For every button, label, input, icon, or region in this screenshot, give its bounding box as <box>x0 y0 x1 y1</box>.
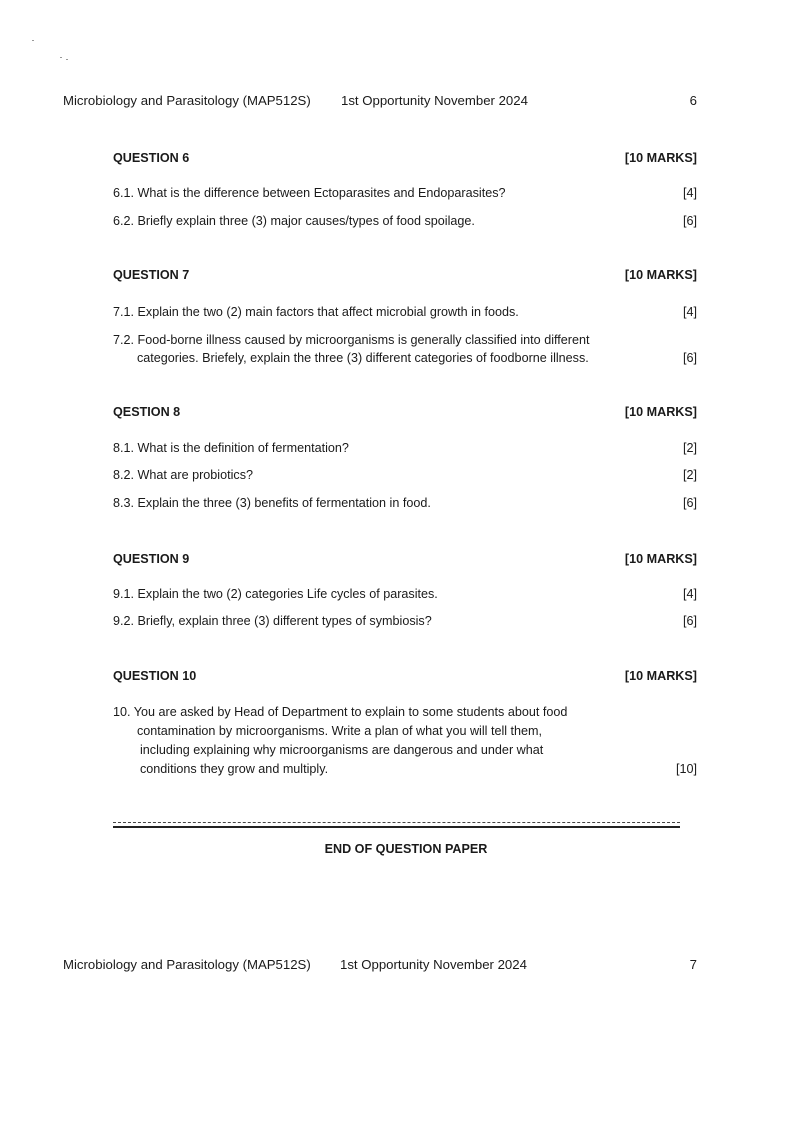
opportunity: 1st Opportunity November 2024 <box>340 957 527 972</box>
question-marks: [10 MARKS] <box>624 669 697 683</box>
question-item: 9.1. Explain the two (2) categories Life cycles of parasites. <box>113 587 438 601</box>
question-marks: [10 MARKS] <box>624 552 697 566</box>
question-item: 7.2. Food-borne illness caused by microorganisms is generally classified into different <box>113 333 590 347</box>
question-item-cont: contamination by microorganisms. Write a plan of what you will tell them, <box>137 724 543 738</box>
question-item: 8.1. What is the definition of fermentation? <box>113 441 349 455</box>
item-marks: [4] <box>682 305 697 319</box>
item-marks: [6] <box>682 614 697 628</box>
question-item: 10. You are asked by Head of Department to explain to some students about food <box>113 705 568 719</box>
question-item: 9.2. Briefly, explain three (3) different types of symbiosis? <box>113 614 432 628</box>
item-marks: [2] <box>682 468 697 482</box>
question-item: 8.2. What are probiotics? <box>113 468 254 482</box>
question-title: QUESTION 9 <box>113 552 190 566</box>
question-item: 6.1. What is the difference between Ectoparasites and Endoparasites? <box>113 186 506 200</box>
item-marks: [6] <box>682 214 697 228</box>
question-item: 7.1. Explain the two (2) main factors that affect microbial growth in foods. <box>113 305 519 319</box>
course-title: Microbiology and Parasitology (MAP512S) <box>63 93 311 108</box>
solid-divider <box>113 826 680 828</box>
opportunity: 1st Opportunity November 2024 <box>341 93 528 108</box>
question-item: 6.2. Briefly explain three (3) major causes/types of food spoilage. <box>113 214 475 228</box>
question-item-cont: categories. Briefely, explain the three (3) different categories of foodborne illness. <box>137 351 589 365</box>
item-marks: [6] <box>682 351 697 365</box>
page-number: 6 <box>689 93 697 108</box>
question-item: 8.3. Explain the three (3) benefits of fermentation in food. <box>113 496 431 510</box>
question-title: QESTION 8 <box>113 405 181 419</box>
item-marks: [2] <box>682 441 697 455</box>
item-marks: [4] <box>682 587 697 601</box>
item-marks: [4] <box>682 186 697 200</box>
page-number: 7 <box>689 957 697 972</box>
item-marks: [10] <box>675 762 697 776</box>
item-marks: [6] <box>682 496 697 510</box>
question-title: QUESTION 6 <box>113 151 190 165</box>
question-title: QUESTION 7 <box>113 268 190 282</box>
question-marks: [10 MARKS] <box>624 268 697 282</box>
question-marks: [10 MARKS] <box>624 405 697 419</box>
dashed-divider <box>113 822 680 823</box>
question-title: QUESTION 10 <box>113 669 197 683</box>
question-item-cont: conditions they grow and multiply. <box>140 762 329 776</box>
question-item-cont: including explaining why microorganisms are dangerous and under what <box>140 743 544 757</box>
end-of-paper: END OF QUESTION PAPER <box>324 842 488 856</box>
question-marks: [10 MARKS] <box>624 151 697 165</box>
course-title: Microbiology and Parasitology (MAP512S) <box>63 957 311 972</box>
